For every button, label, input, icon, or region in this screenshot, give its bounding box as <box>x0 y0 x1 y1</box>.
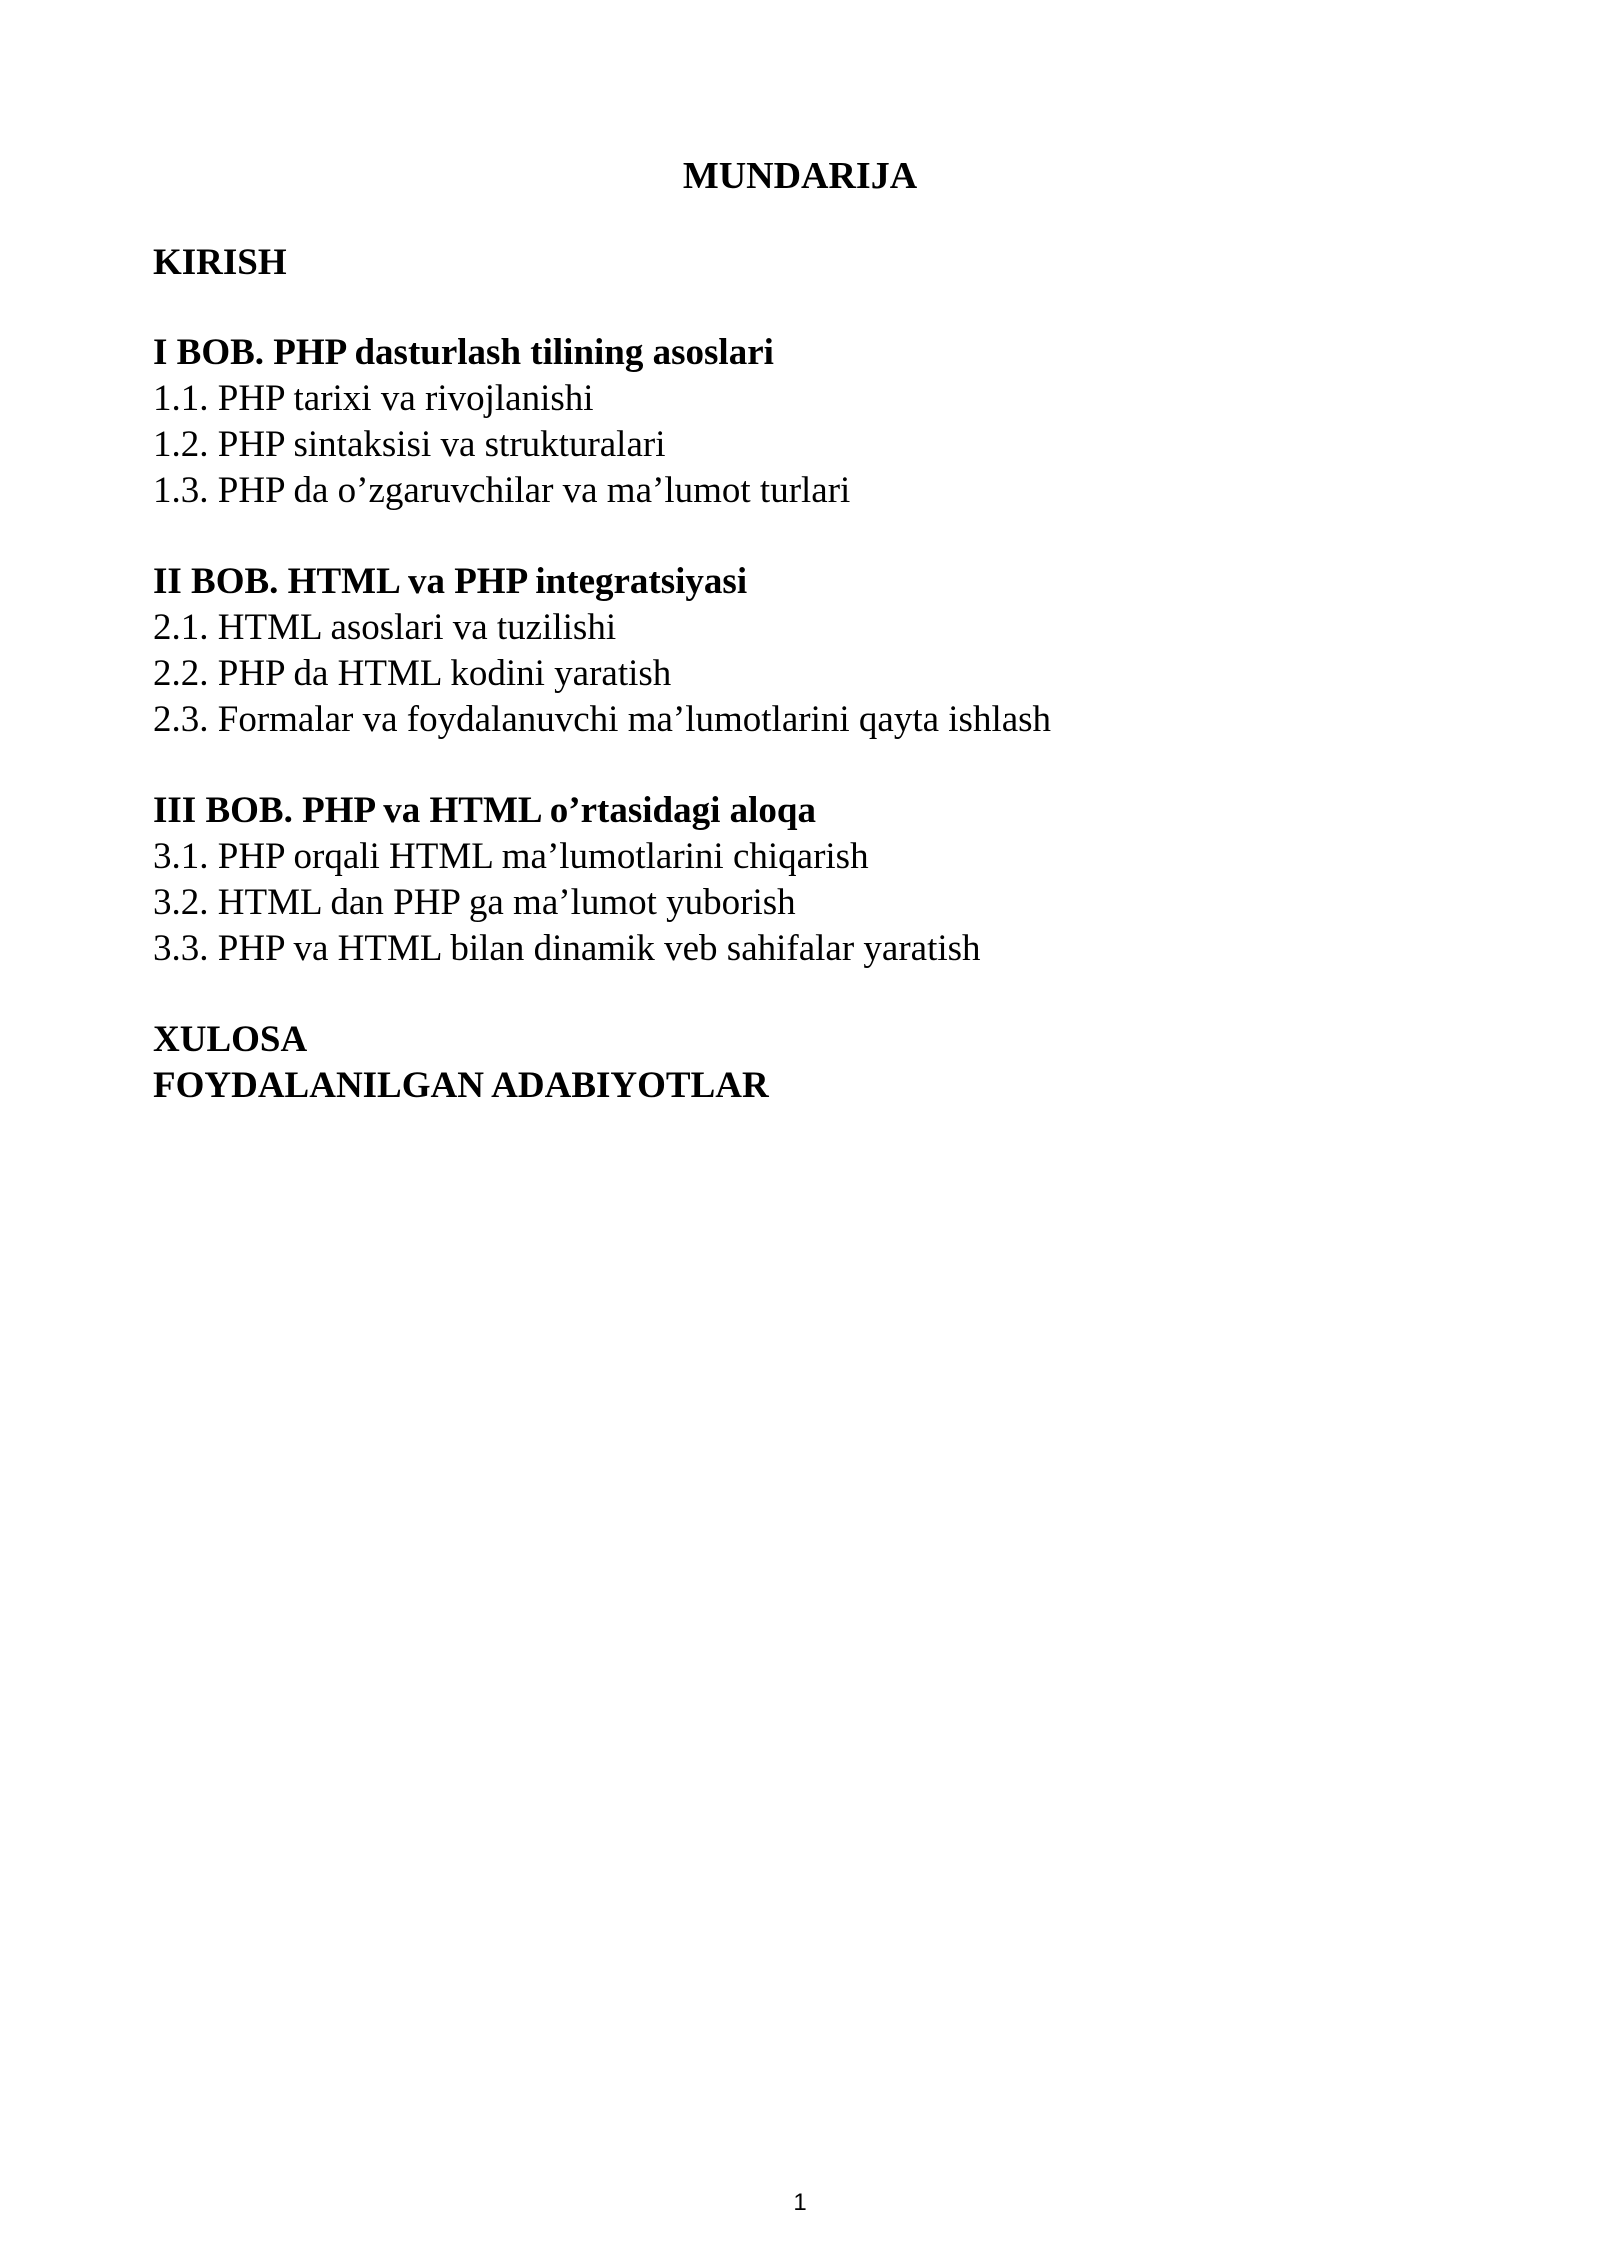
toc-chapter-3 <box>153 788 1453 972</box>
toc-item: 1.1. PHP tarixi va rivojlanishi <box>153 378 594 419</box>
page-number: 1 <box>793 2189 807 2216</box>
toc-chapter-1 <box>153 330 1453 514</box>
chapter-heading: I BOB. PHP dasturlash tilining asoslari <box>153 332 774 373</box>
toc-item: 3.3. PHP va HTML bilan dinamik veb sahifalar yaratish <box>153 928 981 969</box>
toc-conclusion: XULOSA <box>153 1019 308 1060</box>
toc-item: 2.2. PHP da HTML kodini yaratish <box>153 653 672 694</box>
chapter-heading: III BOB. PHP va HTML o’rtasidagi aloqa <box>153 790 817 831</box>
toc-item: 1.2. PHP sintaksisi va strukturalari <box>153 424 666 465</box>
toc-item: 3.2. HTML dan PHP ga ma’lumot yuborish <box>153 882 796 923</box>
toc-chapter-2 <box>153 559 1453 743</box>
toc-intro: KIRISH <box>153 242 287 283</box>
toc-references: FOYDALANILGAN ADABIYOTLAR <box>153 1065 769 1106</box>
toc-closing <box>153 1017 1453 1109</box>
table-of-contents <box>153 240 1453 1109</box>
toc-item: 3.1. PHP orqali HTML ma’lumotlarini chiqarish <box>153 836 869 877</box>
page-title: MUNDARIJA <box>682 155 918 197</box>
toc-item: 1.3. PHP da o’zgaruvchilar va ma’lumot turlari <box>153 470 851 511</box>
toc-item: 2.1. HTML asoslari va tuzilishi <box>153 607 617 648</box>
toc-item: 2.3. Formalar va foydalanuvchi ma’lumotlarini qayta ishlash <box>153 699 1052 740</box>
chapter-heading: II BOB. HTML va PHP integratsiyasi <box>153 561 748 602</box>
